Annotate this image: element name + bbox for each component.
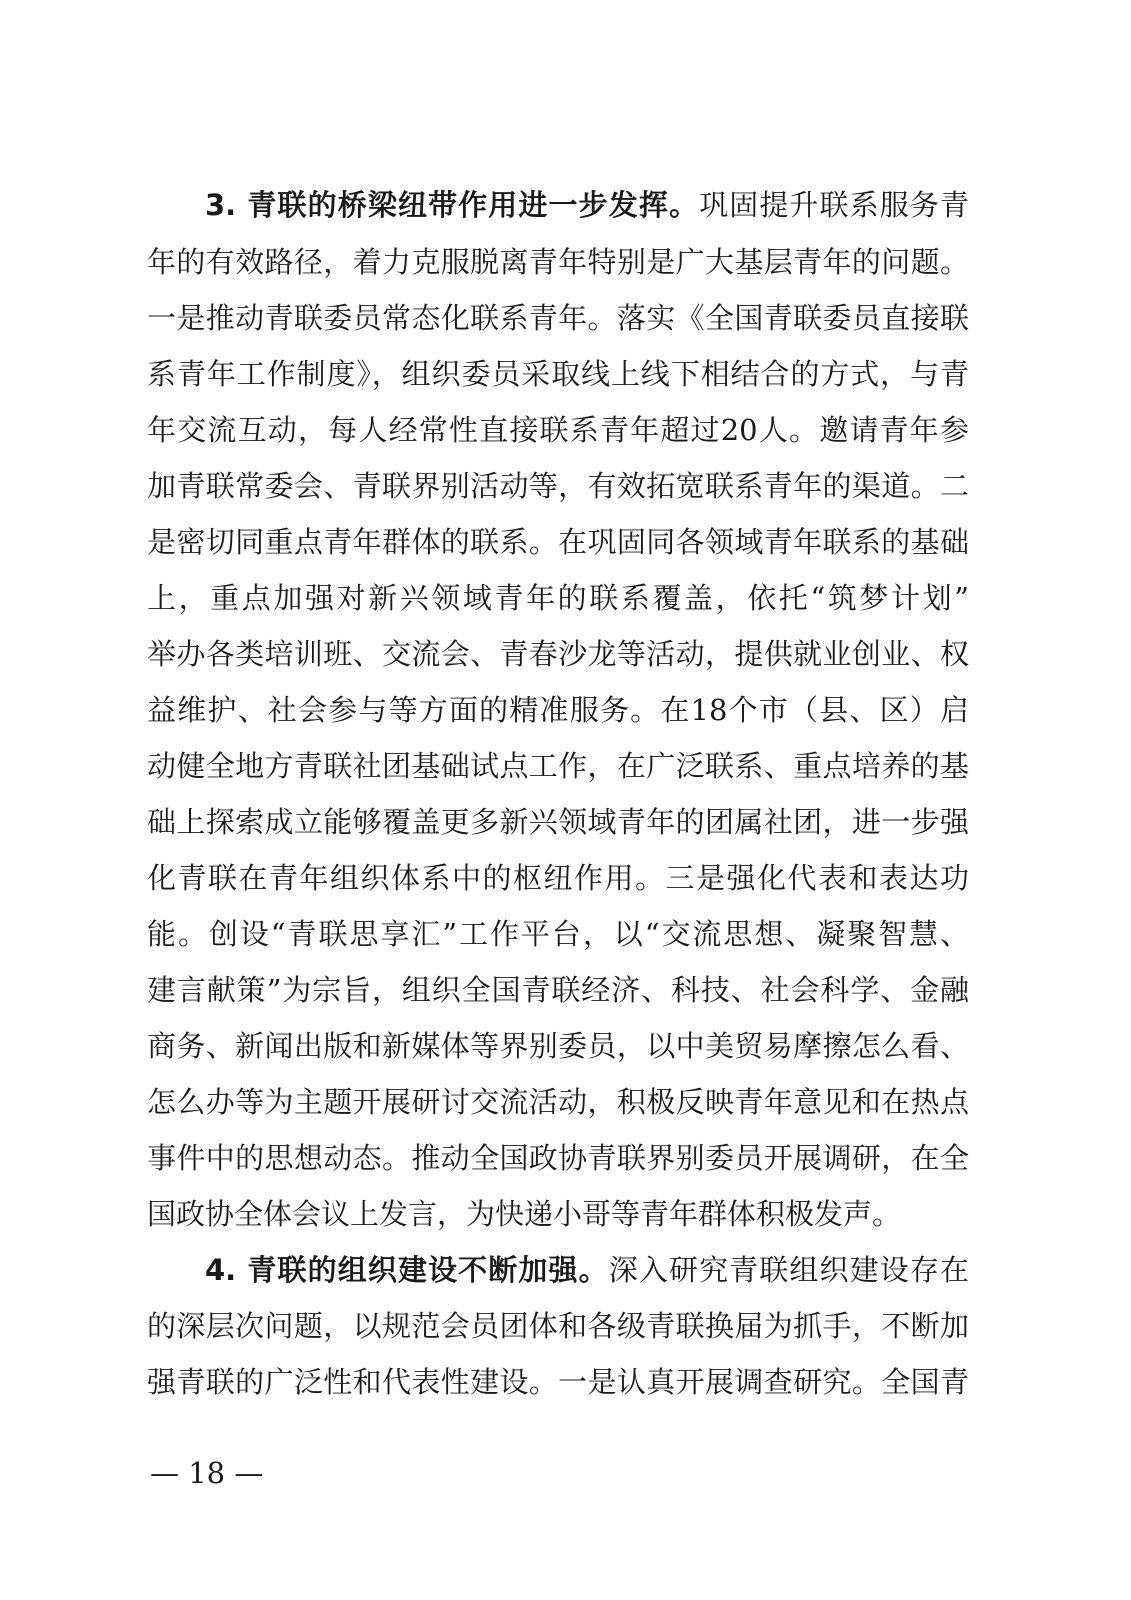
paragraph-3-text: 巩固提升联系服务青 xyxy=(699,188,969,222)
paragraph-3-line-5: 年交流互动，每人经常性直接联系青年超过20人。邀请青年参 xyxy=(147,413,969,447)
paragraph-4-line-1 xyxy=(205,1250,969,1290)
paragraph-3-line-13: 化青联在青年组织体系中的枢纽作用。三是强化代表和表达功 xyxy=(147,861,969,895)
paragraph-3-line-2: 年的有效路径，着力克服脱离青年特别是广大基层青年的问题。 xyxy=(147,245,969,279)
page-number: — 18 — xyxy=(150,1456,264,1490)
paragraph-3-line-4: 系青年工作制度》，组织委员采取线上线下相结合的方式，与青 xyxy=(147,357,969,391)
paragraph-3-line-8: 上，重点加强对新兴领域青年的联系覆盖，依托“筑梦计划” xyxy=(147,581,969,615)
paragraph-4-text: 深入研究青联组织建设存在 xyxy=(608,1253,969,1287)
paragraph-3-line-11: 动健全地方青联社团基础试点工作，在广泛联系、重点培养的基 xyxy=(147,749,969,783)
paragraph-3-line-9: 举办各类培训班、交流会、青春沙龙等活动，提供就业创业、权 xyxy=(147,637,969,671)
paragraph-4-heading: 4. 青联的组织建设不断加强。 xyxy=(205,1253,609,1287)
paragraph-4-line-2: 的深层次问题，以规范会员团体和各级青联换届为抓手，不断加 xyxy=(147,1309,969,1343)
paragraph-3-line-10: 益维护、社会参与等方面的精准服务。在18个市（县、区）启 xyxy=(147,693,969,727)
paragraph-3-line-19: 国政协全体会议上发言，为快递小哥等青年群体积极发声。 xyxy=(147,1197,902,1231)
paragraph-3-heading: 3. 青联的桥梁纽带作用进一步发挥。 xyxy=(205,188,700,222)
paragraph-3-line-14: 能。创设“青联思享汇”工作平台，以“交流思想、凝聚智慧、 xyxy=(147,917,969,951)
paragraph-3-line-7: 是密切同重点青年群体的联系。在巩固同各领域青年联系的基础 xyxy=(147,525,969,559)
paragraph-3-line-12: 础上探索成立能够覆盖更多新兴领域青年的团属社团，进一步强 xyxy=(147,805,969,839)
paragraph-3-line-6: 加青联常委会、青联界别活动等，有效拓宽联系青年的渠道。二 xyxy=(147,469,969,503)
paragraph-3-line-17: 怎么办等为主题开展研讨交流活动，积极反映青年意见和在热点 xyxy=(147,1085,969,1119)
paragraph-3-line-15: 建言献策”为宗旨，组织全国青联经济、科技、社会科学、金融 xyxy=(147,973,969,1007)
paragraph-3-line-1 xyxy=(205,185,969,225)
paragraph-3-line-16: 商务、新闻出版和新媒体等界别委员，以中美贸易摩擦怎么看、 xyxy=(147,1029,969,1063)
paragraph-4-line-3: 强青联的广泛性和代表性建设。一是认真开展调查研究。全国青 xyxy=(147,1365,969,1399)
paragraph-3-line-3: 一是推动青联委员常态化联系青年。落实《全国青联委员直接联 xyxy=(147,301,969,335)
paragraph-3-line-18: 事件中的思想动态。推动全国政协青联界别委员开展调研，在全 xyxy=(147,1141,969,1175)
